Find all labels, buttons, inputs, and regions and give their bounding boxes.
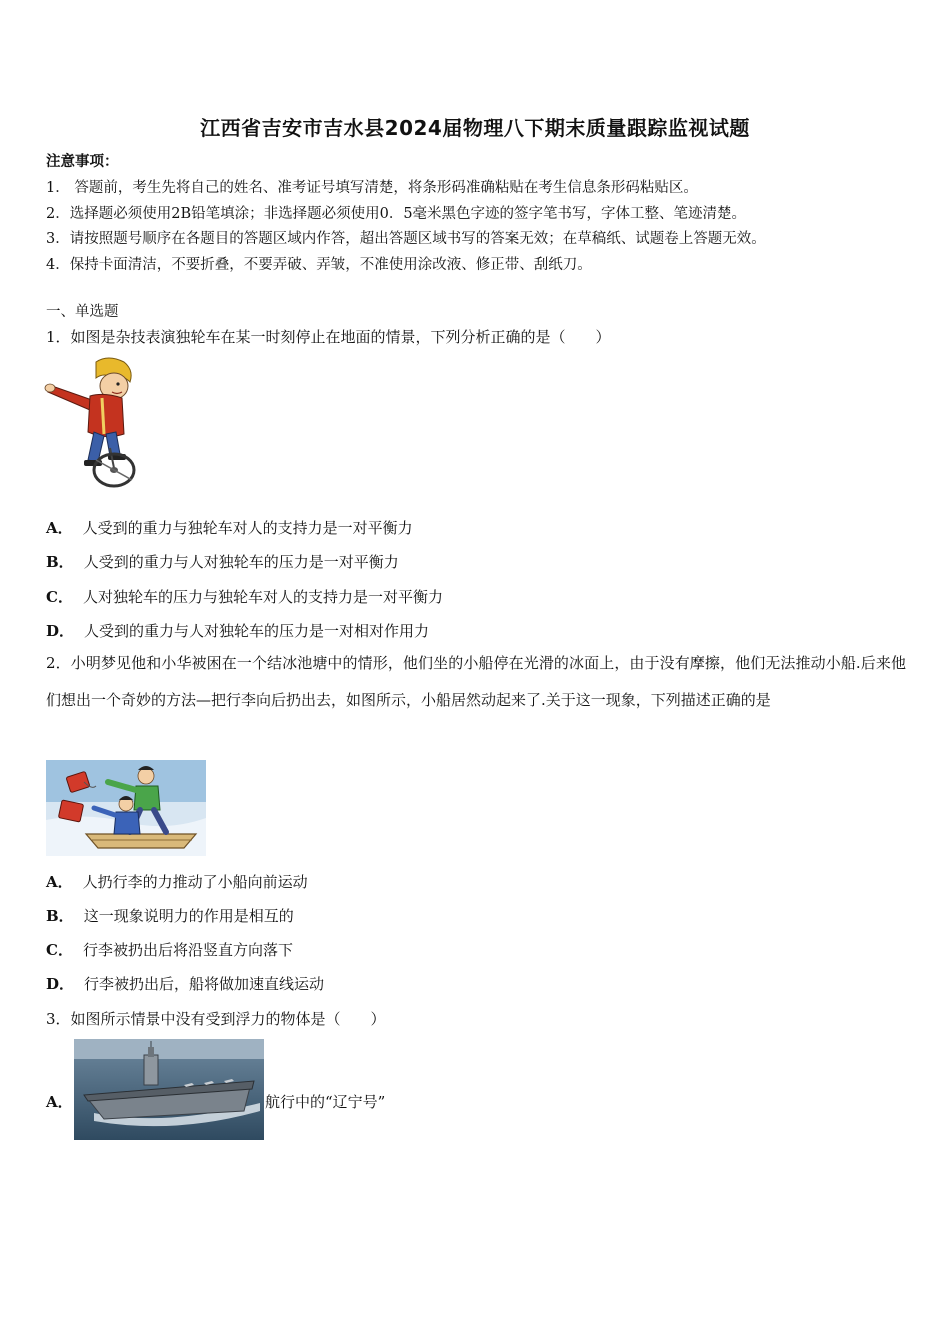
notice-heading: 注意事项： bbox=[46, 153, 119, 170]
option-letter: C． bbox=[46, 941, 73, 959]
unicycle-performer-illustration-icon bbox=[44, 356, 136, 488]
question-2-option-b[interactable] bbox=[46, 905, 294, 926]
notice-item: 4．保持卡面清洁，不要折叠，不要弄破、弄皱，不准使用涂改液、修正带、刮纸刀。 bbox=[46, 257, 592, 273]
option-text: 人受到的重力与人对独轮车的压力是一对平衡力 bbox=[83, 553, 399, 571]
page-title: 江西省吉安市吉水县2024届物理八下期末质量跟踪监视试题 bbox=[200, 116, 750, 140]
aircraft-carrier-photo-icon bbox=[74, 1039, 264, 1140]
option-text: 人受到的重力与人对独轮车的压力是一对相对作用力 bbox=[84, 622, 430, 640]
question-1-option-a[interactable] bbox=[46, 517, 413, 538]
option-text: 行李被扔出后将沿竖直方向落下 bbox=[82, 941, 293, 959]
option-letter: D． bbox=[46, 975, 75, 993]
option-text: 这一现象说明力的作用是相互的 bbox=[83, 907, 294, 925]
option-letter: B． bbox=[46, 907, 74, 925]
notice-item: 1． 答题前，考生先将自己的姓名、准考证号填写清楚，将条形码准确粘贴在考生信息条形码粘贴区。 bbox=[46, 180, 698, 196]
notice-item: 2．选择题必须使用2B铅笔填涂；非选择题必须使用0．5毫米黑色字迹的签字笔书写，字体工整、笔迹清楚。 bbox=[46, 206, 747, 222]
option-letter: A． bbox=[46, 1093, 73, 1111]
option-text: 人受到的重力与独轮车对人的支持力是一对平衡力 bbox=[82, 519, 413, 537]
question-1-option-b[interactable] bbox=[46, 551, 399, 572]
question-1-option-d[interactable] bbox=[46, 620, 429, 641]
option-letter: A． bbox=[46, 519, 73, 537]
option-text: 人扔行李的力推动了小船向前运动 bbox=[82, 873, 308, 891]
option-text: 行李被扔出后，船将做加速直线运动 bbox=[84, 975, 325, 993]
option-letter: A． bbox=[46, 873, 73, 891]
question-2-option-c[interactable] bbox=[46, 939, 293, 960]
option-letter: D． bbox=[46, 622, 75, 640]
option-letter: C． bbox=[46, 588, 73, 606]
boat-on-ice-illustration-icon bbox=[46, 760, 206, 856]
notice-item: 3．请按照题号顺序在各题目的答题区域内作答，超出答题区域书写的答案无效；在草稿纸、试题卷上答题无效。 bbox=[46, 231, 766, 247]
question-1-stem: 1．如图是杂技表演独轮车在某一时刻停止在地面的情景，下列分析正确的是（ ） bbox=[46, 328, 611, 346]
question-2-option-d[interactable] bbox=[46, 973, 324, 994]
option-text: 人对独轮车的压力与独轮车对人的支持力是一对平衡力 bbox=[82, 588, 443, 606]
question-1-option-c[interactable] bbox=[46, 586, 443, 607]
option-letter: B． bbox=[46, 553, 74, 571]
question-2-option-a[interactable] bbox=[46, 871, 308, 892]
question-2-stem: 2．小明梦见他和小华被困在一个结冰池塘中的情形，他们坐的小船停在光滑的冰面上，由于没有摩擦，他们无法推动小船.后来他们想出一个奇妙的方法—把行李向后扔出去，如图所示，小船居然动起来了.关于这一现象，下列描述正确的是 bbox=[46, 654, 906, 709]
question-3-option-a-text: 航行中的“辽宁号” bbox=[265, 1093, 386, 1111]
section-heading: 一、单选题 bbox=[46, 304, 119, 320]
question-3-stem: 3．如图所示情景中没有受到浮力的物体是（ ） bbox=[46, 1010, 386, 1028]
